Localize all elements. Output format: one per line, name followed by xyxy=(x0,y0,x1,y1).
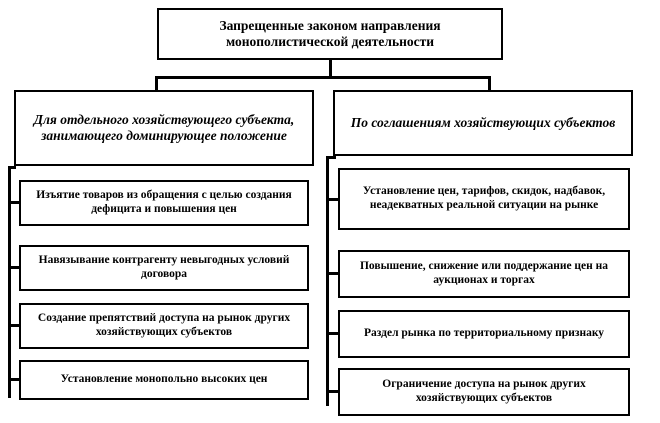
connector-left-branch-stem xyxy=(8,166,16,169)
connector-right-4 xyxy=(326,390,340,393)
branch-header-left xyxy=(14,90,314,166)
connector-branch-left-stem xyxy=(155,76,158,90)
leaf-left-3-text: Создание препятствий доступа на рынок других хозяйствующих субъектов xyxy=(37,312,291,338)
leaf-right-2 xyxy=(338,250,630,298)
leaf-left-4-text: Установление монопольно высоких цен xyxy=(60,373,268,386)
leaf-right-2-text: Повышение, снижение или поддержание цен на аукционах и торгах xyxy=(359,260,609,286)
leaf-right-1 xyxy=(338,168,630,230)
leaf-right-1-text: Установление цен, тарифов, скидок, надбавок, неадекватных реальной ситуации на рынке xyxy=(362,185,606,211)
connector-right-3 xyxy=(326,332,340,335)
connector-title-horizontal xyxy=(155,76,491,79)
connector-left-4 xyxy=(8,378,21,381)
connector-right-branch-stem xyxy=(326,156,336,159)
connector-right-1 xyxy=(326,198,340,201)
leaf-right-4-text: Ограничение доступа на рынок других хозяйствующих субъектов xyxy=(382,378,586,404)
connector-left-3 xyxy=(8,324,21,327)
connector-left-1 xyxy=(8,201,21,204)
leaf-left-3 xyxy=(19,303,309,349)
branch-header-right xyxy=(333,90,633,156)
leaf-left-1-text: Изъятие товаров из обращения с целью создания дефицита и повышения цен xyxy=(36,189,292,215)
leaf-left-1 xyxy=(19,180,309,226)
diagram-title-text: Запрещенные законом направления монополистической деятельности xyxy=(219,18,441,49)
diagram-title-box xyxy=(157,8,503,60)
leaf-right-3 xyxy=(338,310,630,358)
connector-left-2 xyxy=(8,266,21,269)
connector-branch-right-stem xyxy=(488,76,491,90)
branch-header-left-text: Для отдельного хозяйствующего субъекта, занимающего доминирующее положение xyxy=(33,112,295,143)
leaf-right-3-text: Раздел рынка по территориальному признаку xyxy=(363,327,605,340)
branch-header-right-text: По соглашениям хозяйствующих субъектов xyxy=(350,115,616,131)
leaf-left-2 xyxy=(19,245,309,291)
connector-right-spine xyxy=(326,156,329,406)
leaf-left-2-text: Навязывание контрагенту невыгодных условий договора xyxy=(38,254,290,280)
leaf-left-4 xyxy=(19,360,309,400)
connector-right-2 xyxy=(326,272,340,275)
leaf-right-4 xyxy=(338,368,630,416)
